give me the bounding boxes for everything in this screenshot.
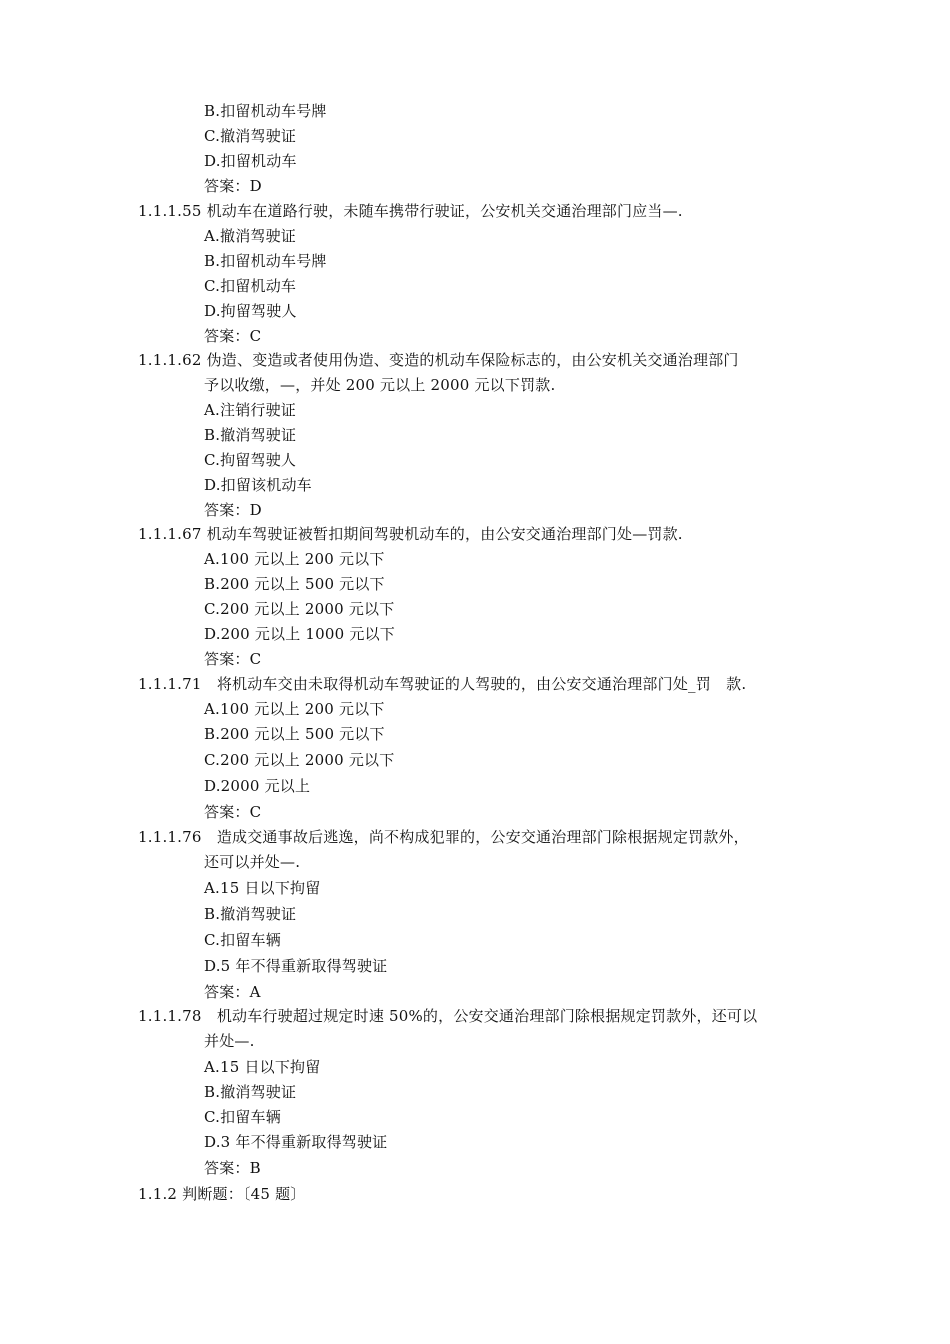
question-line-continued: 并处—. <box>204 1032 255 1050</box>
option-line: A.100 元以上 200 元以下 <box>204 550 385 568</box>
option-line: D.扣留机动车 <box>204 152 297 170</box>
option-line: C.扣留机动车 <box>204 277 297 295</box>
option-line: C.扣留车辆 <box>204 1108 281 1126</box>
option-line: D.扣留该机动车 <box>204 476 312 494</box>
option-line: A.100 元以上 200 元以下 <box>204 700 385 718</box>
question-line-continued: 还可以并处—. <box>204 853 301 871</box>
question-line: 1.1.1.78 机动车行驶超过规定时速 50%的，公安交通治理部门除根据规定罚款外，还可以 <box>138 1007 758 1025</box>
answer-line: 答案：C <box>204 803 262 821</box>
option-line: B.200 元以上 500 元以下 <box>204 575 385 593</box>
option-line: B.撤消驾驶证 <box>204 426 297 444</box>
question-line-continued: 予以收缴，—，并处 200 元以上 2000 元以下罚款. <box>204 376 556 394</box>
answer-line: 答案：C <box>204 650 262 668</box>
option-line: D.拘留驾驶人 <box>204 302 297 320</box>
question-line: 1.1.1.76 造成交通事故后逃逸，尚不构成犯罪的，公安交通治理部门除根据规定罚款外， <box>138 828 749 846</box>
option-line: C.撤消驾驶证 <box>204 127 297 145</box>
option-line: B.撤消驾驶证 <box>204 1083 297 1101</box>
option-line: C.扣留车辆 <box>204 931 281 949</box>
option-line: C.拘留驾驶人 <box>204 451 297 469</box>
option-line: A.注销行驶证 <box>204 401 297 419</box>
option-line: B.撤消驾驶证 <box>204 905 297 923</box>
option-line: B.200 元以上 500 元以下 <box>204 725 385 743</box>
option-line: C.200 元以上 2000 元以下 <box>204 600 395 618</box>
option-line: D.5 年不得重新取得驾驶证 <box>204 957 388 975</box>
option-line: A.15 日以下拘留 <box>204 879 321 897</box>
question-line: 1.1.1.71 将机动车交由未取得机动车驾驶证的人驾驶的，由公安交通治理部门处_罚 款. <box>138 675 747 693</box>
answer-line: 答案：B <box>204 1159 261 1177</box>
option-line: B.扣留机动车号牌 <box>204 252 327 270</box>
question-line: 1.1.1.67 机动车驾驶证被暂扣期间驾驶机动车的，由公安交通治理部门处—罚款. <box>138 525 683 543</box>
answer-line: 答案：C <box>204 327 262 345</box>
option-line: A.15 日以下拘留 <box>204 1058 321 1076</box>
option-line: B.扣留机动车号牌 <box>204 102 327 120</box>
section-heading: 1.1.2 判断题：〔45 题〕 <box>138 1185 306 1203</box>
answer-line: 答案：D <box>204 501 262 519</box>
question-line: 1.1.1.55 机动车在道路行驶，未随车携带行驶证，公安机关交通治理部门应当—. <box>138 202 683 220</box>
option-line: D.2000 元以上 <box>204 777 311 795</box>
option-line: D.3 年不得重新取得驾驶证 <box>204 1133 388 1151</box>
answer-line: 答案：D <box>204 177 262 195</box>
question-line: 1.1.1.62 伪造、变造或者使用伪造、变造的机动车保险标志的，由公安机关交通治理部门 <box>138 351 739 369</box>
answer-line: 答案：A <box>204 983 261 1001</box>
option-line: A.撤消驾驶证 <box>204 227 297 245</box>
option-line: D.200 元以上 1000 元以下 <box>204 625 395 643</box>
option-line: C.200 元以上 2000 元以下 <box>204 751 395 769</box>
